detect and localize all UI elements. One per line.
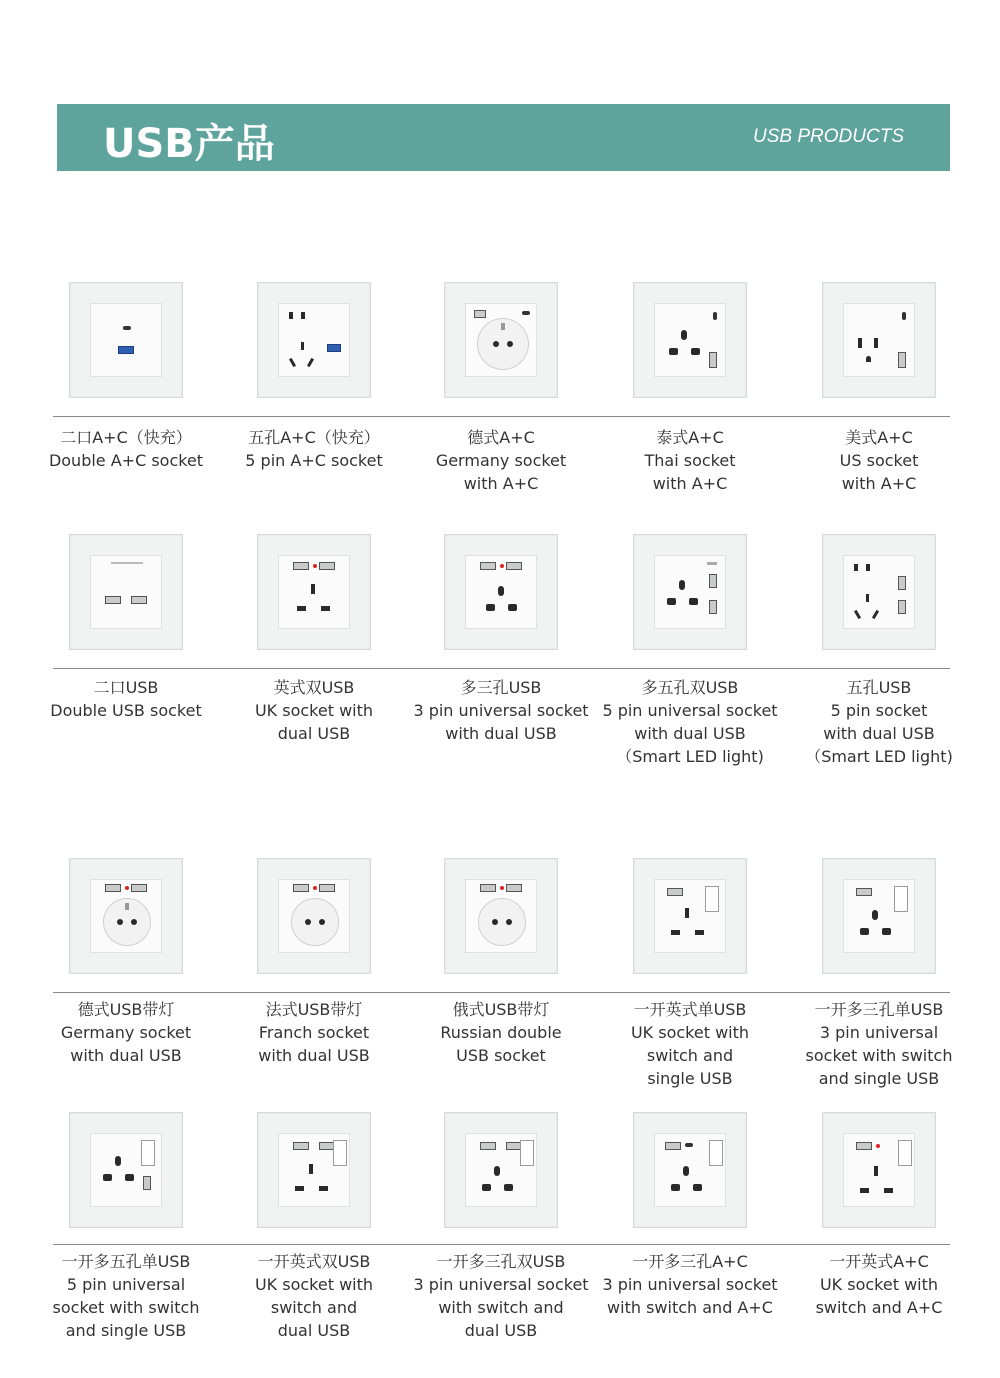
product-name-en: UK socket with — [254, 701, 374, 720]
product-caption — [219, 676, 409, 745]
product-name-cn: 五孔USB — [846, 678, 912, 697]
pin-hole — [507, 341, 513, 347]
product-name-en: socket with switch — [52, 1298, 200, 1317]
universal-pin-slot — [498, 586, 504, 596]
row-divider — [53, 992, 950, 993]
product-name-en: 3 pin universal socket — [413, 701, 589, 720]
usb-a-port — [118, 346, 134, 354]
product-caption — [31, 676, 221, 722]
product-name-cn: 二口USB — [93, 678, 159, 697]
product-name-en: with A+C — [652, 474, 728, 493]
uk-switch-dual-usb-socket-icon — [257, 1112, 371, 1228]
product-name-en: switch and A+C — [815, 1298, 943, 1317]
product-caption — [31, 426, 221, 472]
product-name-cn: 德式A+C — [467, 428, 535, 447]
product-name-en: and single USB — [65, 1321, 187, 1340]
led-indicator — [500, 564, 504, 568]
product-name-cn: 俄式USB带灯 — [452, 1000, 550, 1019]
earth-pin-slot — [311, 584, 315, 594]
product-name-en: single USB — [647, 1069, 733, 1088]
live-pin-slot — [297, 606, 306, 611]
product-name-cn: 一开英式双USB — [257, 1252, 371, 1271]
universal-pin-slot — [681, 330, 687, 340]
product-card — [595, 282, 785, 493]
thai-ac-socket-icon — [633, 282, 747, 398]
page-subtitle: USB PRODUCTS — [753, 126, 904, 147]
product-name-en: Franch socket — [258, 1023, 370, 1042]
usb-c-port — [685, 1143, 693, 1147]
earth-clip — [125, 903, 129, 910]
row-divider — [53, 668, 950, 669]
led-indicator — [313, 564, 317, 568]
earth-pin-slot — [866, 356, 871, 362]
neutral-pin-slot — [695, 930, 704, 935]
product-card — [595, 1112, 785, 1317]
product-card — [219, 1112, 409, 1340]
five-pin-usb-socket-icon — [822, 534, 936, 650]
uk-dual-usb-socket-icon — [257, 534, 371, 650]
uk-switch-single-usb-socket-icon — [633, 858, 747, 974]
usb-a-port — [293, 884, 309, 892]
earth-pin-slot — [309, 1164, 313, 1174]
product-name-cn: 多五孔双USB — [641, 678, 739, 697]
product-name-en: UK socket with — [630, 1023, 750, 1042]
product-caption — [595, 676, 785, 768]
product-name-cn: 一开英式A+C — [829, 1252, 929, 1271]
three-pin-slot — [872, 610, 879, 619]
product-name-en: USB socket — [456, 1046, 546, 1065]
socket-faceplate — [90, 1133, 162, 1207]
two-pin-slot — [854, 564, 858, 571]
socket-faceplate — [654, 1133, 726, 1207]
product-name-cn: 五孔A+C（快充） — [248, 428, 380, 447]
product-name-en: dual USB — [277, 724, 351, 743]
product-caption — [219, 998, 409, 1067]
pin-hole — [506, 919, 512, 925]
germany-usb-led-socket-icon — [69, 858, 183, 974]
product-name-en: Double A+C socket — [48, 451, 204, 470]
product-card — [406, 858, 596, 1065]
round-socket-well — [103, 898, 151, 946]
usb-a-port — [293, 562, 309, 570]
page-title: USB产品 — [103, 121, 275, 167]
universal-pin-slot — [508, 604, 517, 611]
usb-a-port — [898, 600, 906, 614]
label-text — [707, 562, 717, 565]
rocker-switch — [333, 1140, 347, 1166]
product-name-en: Germany socket — [435, 451, 567, 470]
product-name-en: Double USB socket — [50, 701, 202, 720]
product-caption — [784, 998, 974, 1090]
usb-a-port — [105, 596, 121, 604]
product-name-en: 5 pin universal socket — [602, 701, 778, 720]
product-name-en: UK socket with — [254, 1275, 374, 1294]
pin-hole — [117, 919, 123, 925]
product-name-en: with dual USB — [70, 1046, 182, 1065]
product-card — [784, 858, 974, 1088]
product-card — [406, 1112, 596, 1340]
germany-ac-socket-icon — [444, 282, 558, 398]
product-name-en: with A+C — [841, 474, 917, 493]
row-divider — [53, 1244, 950, 1245]
usb-a-port — [319, 562, 335, 570]
product-caption — [406, 1250, 596, 1342]
usb-a-port — [665, 1142, 681, 1150]
pin-hole — [492, 919, 498, 925]
socket-faceplate — [90, 303, 162, 377]
usb-a-port — [898, 352, 906, 368]
universal-pin-slot — [689, 598, 698, 605]
universal-pin-slot — [671, 1184, 680, 1191]
double-usb-socket-icon — [69, 534, 183, 650]
product-caption — [595, 426, 785, 495]
universal-pin-slot — [882, 928, 891, 935]
socket-faceplate — [278, 1133, 350, 1207]
socket-faceplate — [278, 555, 350, 629]
three-pin-slot — [301, 342, 304, 350]
product-name-en: 5 pin A+C socket — [245, 451, 383, 470]
usb-a-port — [667, 888, 683, 896]
two-pin-slot — [289, 312, 293, 319]
rocker-switch — [141, 1140, 155, 1166]
three-pin-slot — [289, 358, 296, 367]
universal-pin-slot — [669, 348, 678, 355]
usb-a-port — [856, 1142, 872, 1150]
usb-a-port — [480, 562, 496, 570]
product-card — [406, 534, 596, 743]
universal-pin-slot — [693, 1184, 702, 1191]
socket-faceplate — [843, 555, 915, 629]
rocker-switch — [709, 1140, 723, 1166]
product-name-en: US socket — [839, 451, 919, 470]
product-card — [219, 282, 409, 470]
usb-a-port — [131, 884, 147, 892]
socket-faceplate — [278, 879, 350, 953]
usb-a-port — [709, 600, 717, 614]
product-name-cn: 一开英式单USB — [633, 1000, 747, 1019]
rocker-switch — [898, 1140, 912, 1166]
product-name-en: socket with switch — [805, 1046, 953, 1065]
usb-a-port — [327, 344, 341, 352]
row-divider — [53, 416, 950, 417]
product-name-cn: 德式USB带灯 — [77, 1000, 175, 1019]
universal-pin-slot — [494, 1166, 500, 1176]
product-name-en: with dual USB — [823, 724, 935, 743]
product-name-en: with switch and A+C — [607, 1298, 773, 1317]
socket-faceplate — [843, 303, 915, 377]
usb-a-port — [480, 884, 496, 892]
universal-5pin-dual-usb-socket-icon — [633, 534, 747, 650]
product-card — [595, 858, 785, 1088]
usb-a-port — [506, 884, 522, 892]
socket-faceplate — [654, 555, 726, 629]
flat-pin-slot — [858, 338, 862, 348]
product-name-en: switch and — [646, 1046, 734, 1065]
rocker-switch — [894, 886, 908, 912]
usb-a-port — [709, 574, 717, 588]
socket-faceplate — [465, 303, 537, 377]
product-card — [784, 1112, 974, 1317]
product-caption — [784, 426, 974, 495]
product-card — [784, 534, 974, 766]
product-name-en: with dual USB — [445, 724, 557, 743]
socket-faceplate — [654, 303, 726, 377]
product-caption — [219, 426, 409, 472]
product-name-cn: 一开多五孔单USB — [61, 1252, 191, 1271]
universal-5pin-switch-single-usb-socket-icon — [69, 1112, 183, 1228]
two-pin-slot — [301, 312, 305, 319]
us-ac-socket-icon — [822, 282, 936, 398]
pin-hole — [493, 341, 499, 347]
product-caption — [406, 426, 596, 495]
led-indicator — [876, 1144, 880, 1148]
product-name-en: Thai socket — [644, 451, 736, 470]
usb-a-port — [480, 1142, 496, 1150]
product-name-cn: 多三孔USB — [460, 678, 542, 697]
universal-pin-slot — [679, 580, 685, 590]
socket-faceplate — [654, 879, 726, 953]
socket-faceplate — [465, 555, 537, 629]
universal-pin-slot — [115, 1156, 121, 1166]
product-caption — [406, 998, 596, 1067]
usb-c-port — [902, 312, 906, 320]
three-pin-slot — [854, 610, 861, 619]
universal-pin-slot — [504, 1184, 513, 1191]
led-indicator — [125, 886, 129, 890]
uk-switch-ac-socket-icon — [822, 1112, 936, 1228]
product-name-en: with switch and — [438, 1298, 564, 1317]
product-name-cn: 二口A+C（快充） — [60, 428, 192, 447]
universal-3pin-switch-dual-usb-socket-icon — [444, 1112, 558, 1228]
product-name-en: and single USB — [818, 1069, 940, 1088]
two-pin-slot — [866, 564, 870, 571]
universal-3pin-usb-socket-icon — [444, 534, 558, 650]
usb-a-port — [506, 562, 522, 570]
five-pin-ac-socket-icon — [257, 282, 371, 398]
round-socket-well — [477, 318, 529, 370]
product-name-cn: 英式双USB — [273, 678, 355, 697]
product-name-en: 5 pin universal — [66, 1275, 186, 1294]
usb-a-port — [474, 310, 486, 318]
product-name-en: with dual USB — [258, 1046, 370, 1065]
product-name-cn: 一开多三孔双USB — [436, 1252, 566, 1271]
product-card — [31, 534, 221, 720]
product-card — [31, 858, 221, 1065]
universal-3pin-switch-single-usb-socket-icon — [822, 858, 936, 974]
earth-clip — [501, 323, 505, 330]
product-caption — [31, 1250, 221, 1342]
product-name-en: （Smart LED light) — [616, 747, 764, 766]
universal-pin-slot — [860, 928, 869, 935]
product-name-en: Russian double — [440, 1023, 562, 1042]
product-name-en: 5 pin socket — [830, 701, 928, 720]
product-name-cn: 一开多三孔A+C — [632, 1252, 748, 1271]
universal-pin-slot — [486, 604, 495, 611]
product-card — [595, 534, 785, 766]
pin-hole — [305, 919, 311, 925]
usb-a-port — [131, 596, 147, 604]
product-card — [31, 282, 221, 470]
socket-faceplate — [843, 1133, 915, 1207]
universal-pin-slot — [482, 1184, 491, 1191]
product-name-cn: 泰式A+C — [656, 428, 724, 447]
usb-c-port — [123, 326, 131, 330]
usb-a-port — [293, 1142, 309, 1150]
product-caption — [595, 998, 785, 1090]
product-name-en: 3 pin universal socket — [602, 1275, 778, 1294]
round-socket-well — [478, 898, 526, 946]
product-name-en: with dual USB — [634, 724, 746, 743]
double-ac-socket-icon — [69, 282, 183, 398]
product-name-cn: 美式A+C — [845, 428, 913, 447]
pin-hole — [131, 919, 137, 925]
product-card — [219, 534, 409, 743]
header-banner — [57, 104, 950, 171]
label-text — [111, 562, 143, 564]
socket-faceplate — [90, 879, 162, 953]
universal-3pin-switch-ac-socket-icon — [633, 1112, 747, 1228]
product-name-en: dual USB — [464, 1321, 538, 1340]
socket-faceplate — [278, 303, 350, 377]
flat-pin-slot — [874, 338, 878, 348]
socket-faceplate — [465, 879, 537, 953]
usb-a-port — [709, 352, 717, 368]
neutral-pin-slot — [884, 1188, 893, 1193]
french-usb-led-socket-icon — [257, 858, 371, 974]
russian-usb-led-socket-icon — [444, 858, 558, 974]
product-caption — [784, 676, 974, 768]
usb-a-port — [143, 1176, 151, 1190]
product-name-en: Germany socket — [60, 1023, 192, 1042]
universal-pin-slot — [667, 598, 676, 605]
universal-pin-slot — [683, 1166, 689, 1176]
usb-a-port — [319, 884, 335, 892]
live-pin-slot — [671, 930, 680, 935]
universal-pin-slot — [872, 910, 878, 920]
product-name-en: dual USB — [277, 1321, 351, 1340]
pin-hole — [319, 919, 325, 925]
product-card — [406, 282, 596, 493]
three-pin-slot — [307, 358, 314, 367]
product-card — [219, 858, 409, 1065]
usb-a-port — [105, 884, 121, 892]
product-name-en: 3 pin universal socket — [413, 1275, 589, 1294]
product-name-en: 3 pin universal — [819, 1023, 939, 1042]
rocker-switch — [520, 1140, 534, 1166]
earth-pin-slot — [874, 1166, 878, 1176]
universal-pin-slot — [125, 1174, 134, 1181]
product-card — [31, 1112, 221, 1340]
usb-c-port — [522, 311, 530, 315]
neutral-pin-slot — [321, 606, 330, 611]
product-name-en: with A+C — [463, 474, 539, 493]
neutral-pin-slot — [319, 1186, 328, 1191]
socket-faceplate — [843, 879, 915, 953]
earth-pin-slot — [685, 908, 689, 918]
round-socket-well — [291, 898, 339, 946]
live-pin-slot — [295, 1186, 304, 1191]
product-caption — [595, 1250, 785, 1319]
led-indicator — [500, 886, 504, 890]
usb-a-port — [898, 576, 906, 590]
three-pin-slot — [866, 594, 869, 602]
usb-c-port — [713, 312, 717, 320]
universal-pin-slot — [103, 1174, 112, 1181]
product-caption — [784, 1250, 974, 1319]
usb-a-port — [856, 888, 872, 896]
product-card — [784, 282, 974, 493]
rocker-switch — [705, 886, 719, 912]
product-name-en: UK socket with — [819, 1275, 939, 1294]
product-caption — [219, 1250, 409, 1342]
product-caption — [31, 998, 221, 1067]
product-name-cn: 一开多三孔单USB — [814, 1000, 944, 1019]
product-caption — [406, 676, 596, 745]
led-indicator — [313, 886, 317, 890]
product-name-en: switch and — [270, 1298, 358, 1317]
product-name-en: （Smart LED light) — [805, 747, 953, 766]
socket-faceplate — [465, 1133, 537, 1207]
universal-pin-slot — [691, 348, 700, 355]
live-pin-slot — [860, 1188, 869, 1193]
socket-faceplate — [90, 555, 162, 629]
product-name-cn: 法式USB带灯 — [265, 1000, 363, 1019]
